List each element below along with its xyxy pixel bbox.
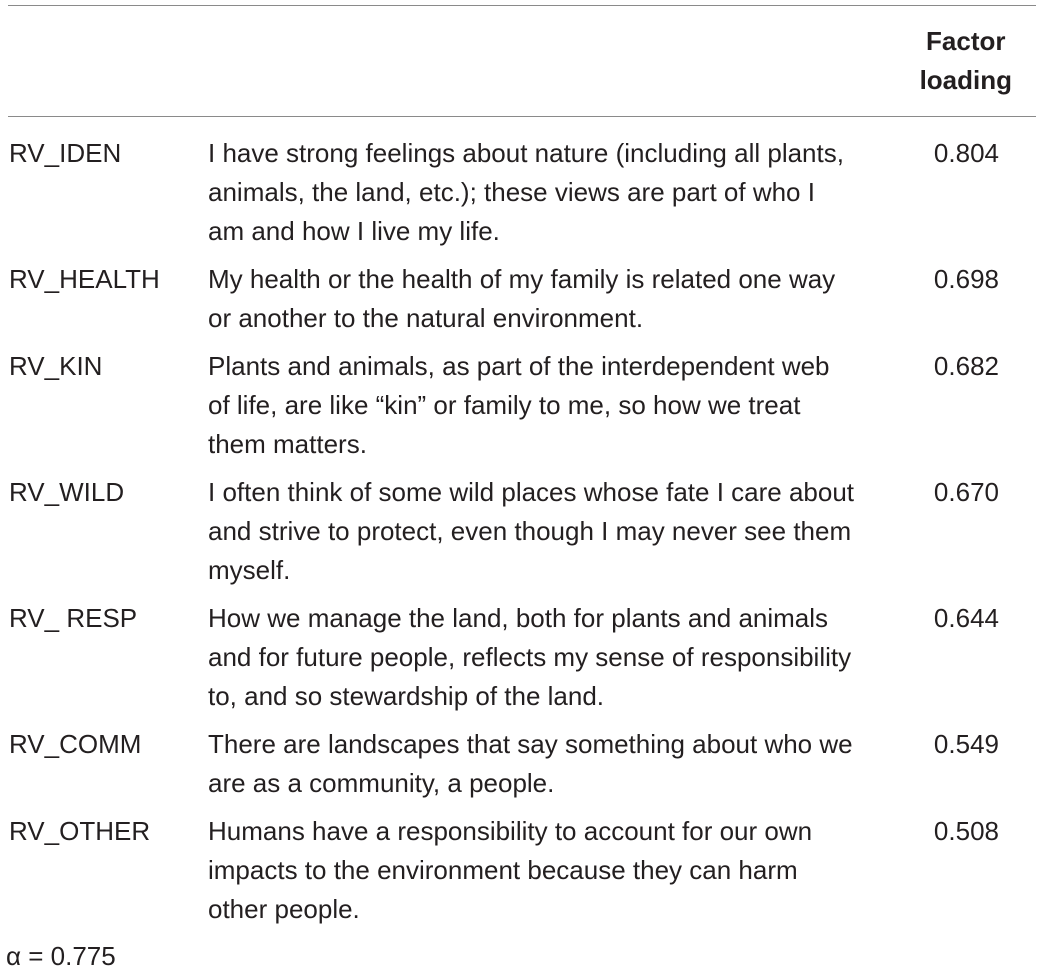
factor-table [9, 134, 1039, 938]
row-code: RV_COMM [9, 729, 142, 759]
table-row [9, 599, 1039, 716]
row-item: Plants and animals, as part of the interdependent web of life, are like “kin” or family to me, so how we treat them matters. [208, 351, 830, 459]
table-row [9, 134, 1039, 251]
row-loading: 0.644 [933, 603, 999, 633]
factor-loading-header-line1: Factor [926, 26, 1006, 56]
row-item: I have strong feelings about nature (including all plants, animals, the land, etc.); these views are part of who I am and how I live my life. [208, 138, 844, 246]
factor-loading-header [920, 22, 1012, 100]
row-item: I often think of some wild places whose fate I care about and strive to protect, even though I may never see them myself. [208, 477, 855, 585]
row-code: RV_OTHER [9, 816, 151, 846]
table-row [9, 812, 1039, 929]
row-loading: 0.508 [933, 816, 999, 846]
row-code: RV_WILD [9, 477, 125, 507]
row-loading: 0.670 [933, 477, 999, 507]
table-top-rule [8, 5, 1036, 6]
row-item: How we manage the land, both for plants and animals and for future people, reflects my sense of responsibility to, and so stewardship of the land. [208, 603, 852, 711]
alpha-footnote: α = 0.775 [6, 941, 116, 971]
row-loading: 0.698 [933, 264, 999, 294]
row-item: Humans have a responsibility to account for our own impacts to the environment because they can harm other people. [208, 816, 813, 924]
row-code: RV_KIN [9, 351, 103, 381]
row-item: My health or the health of my family is related one way or another to the natural environment. [208, 264, 836, 333]
row-loading: 0.682 [933, 351, 999, 381]
row-loading: 0.804 [933, 138, 999, 168]
row-item: There are landscapes that say something about who we are as a community, a people. [208, 729, 853, 798]
row-loading: 0.549 [933, 729, 999, 759]
factor-loading-header-line2: loading [919, 65, 1012, 95]
table-row [9, 260, 1039, 338]
row-code: RV_HEALTH [9, 264, 160, 294]
table-row [9, 473, 1039, 590]
table-row [9, 347, 1039, 464]
table-header-rule [8, 116, 1036, 117]
row-code: RV_IDEN [9, 138, 122, 168]
table-row [9, 725, 1039, 803]
row-code: RV_ RESP [9, 603, 138, 633]
